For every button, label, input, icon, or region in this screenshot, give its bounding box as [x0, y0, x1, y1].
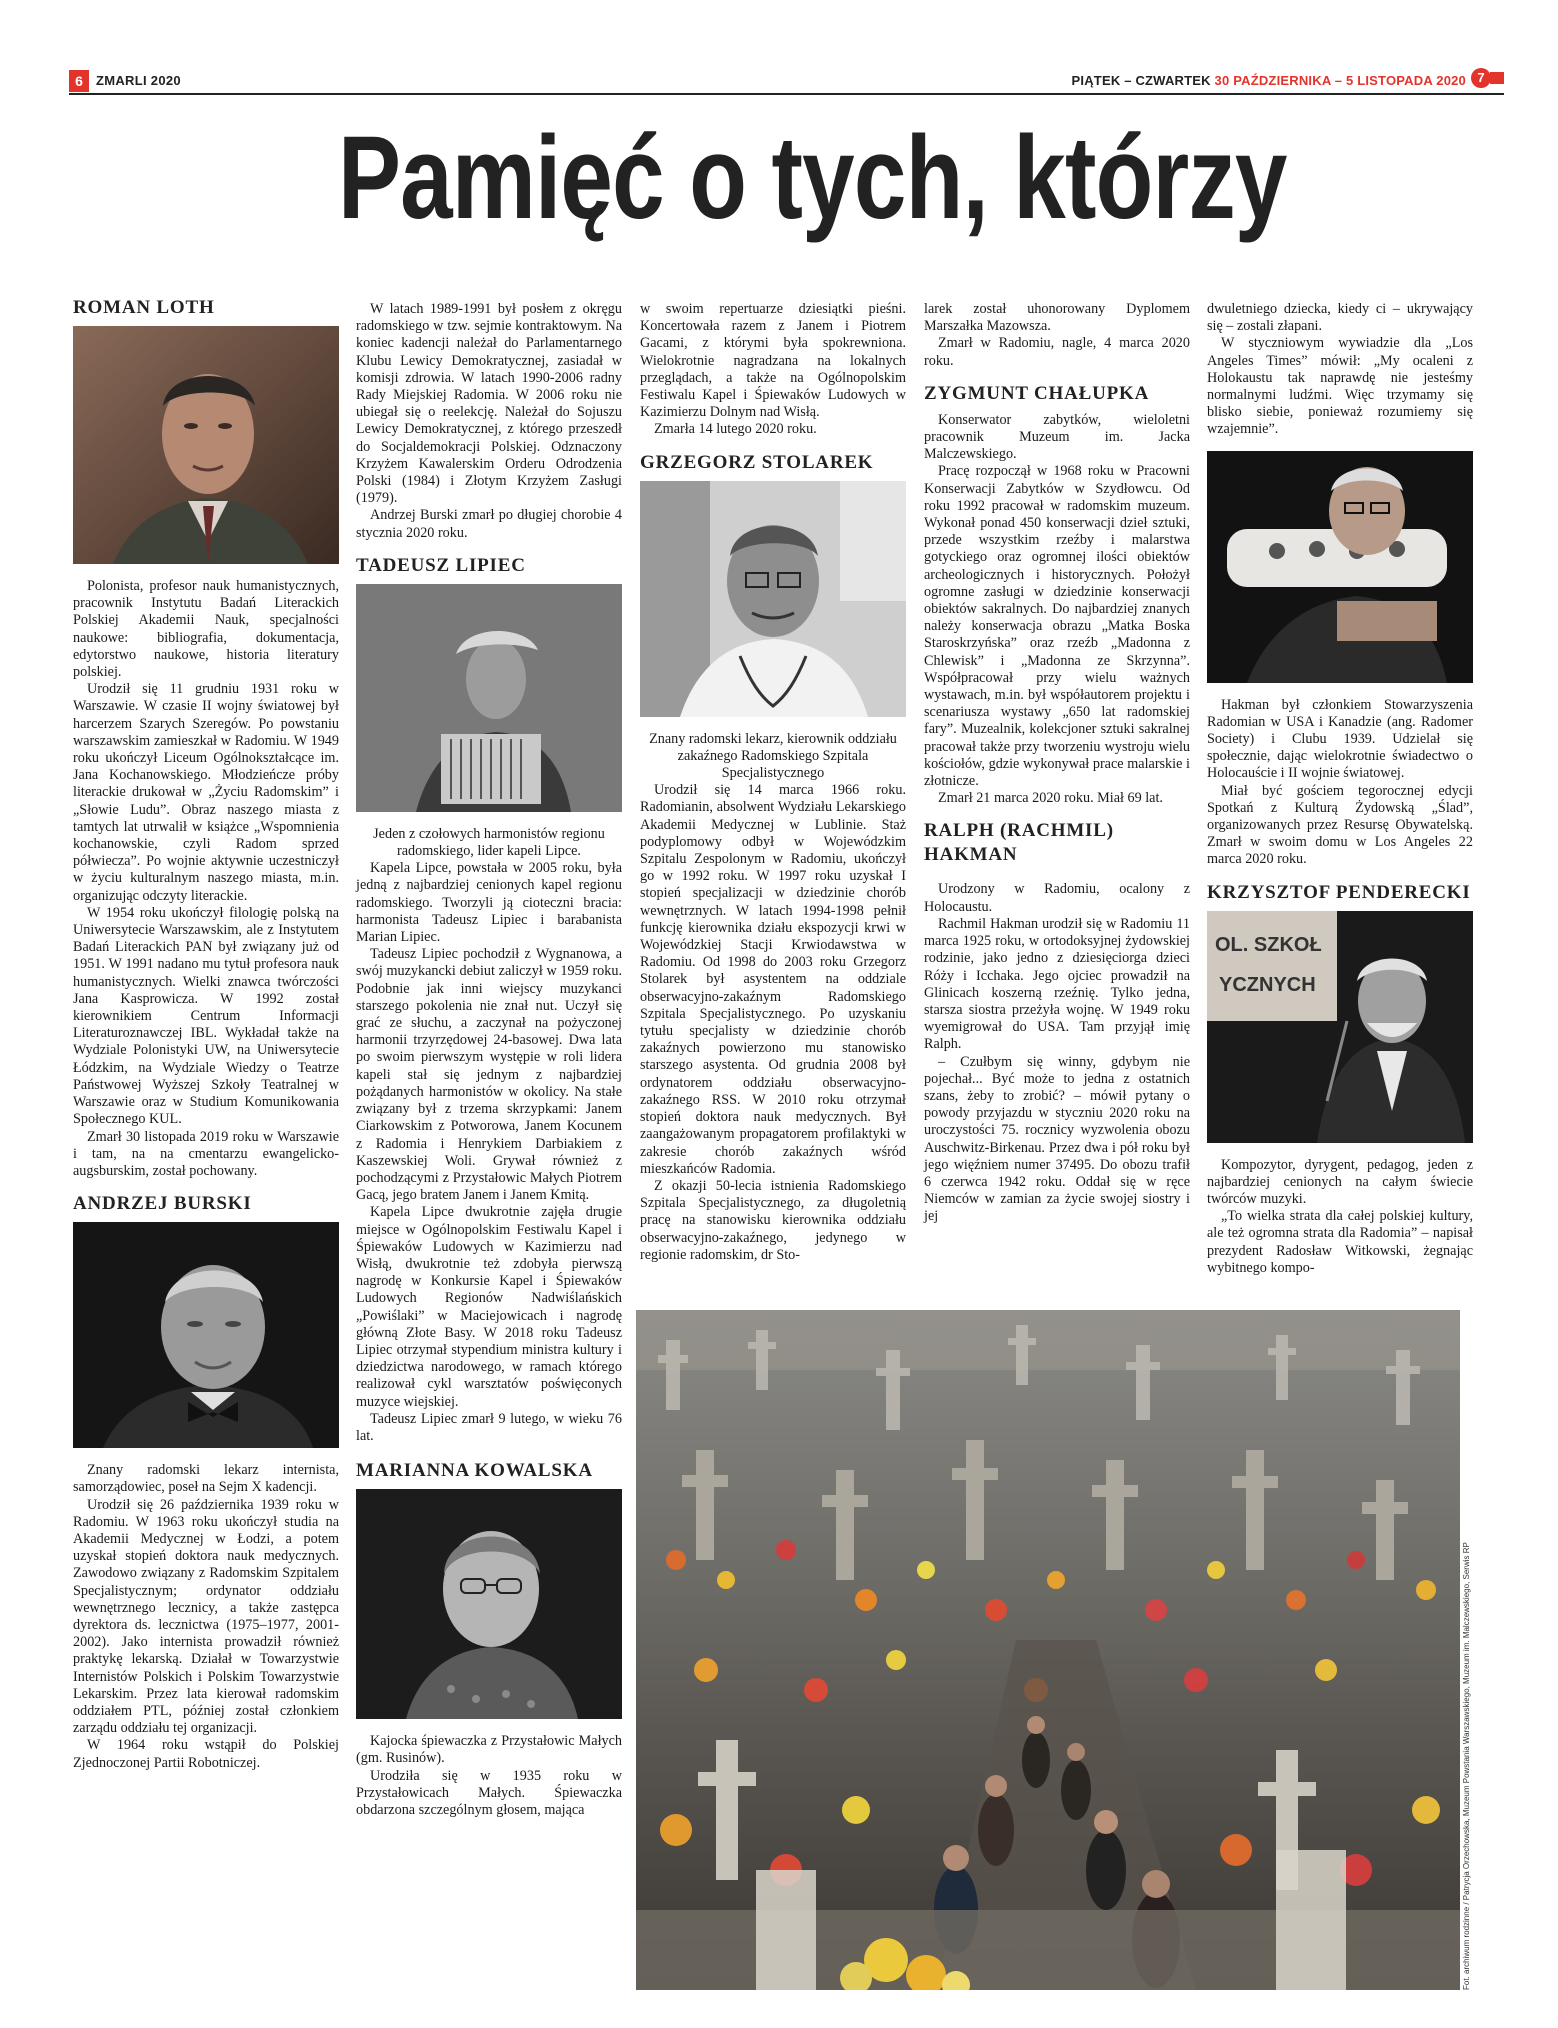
newspaper-logo: 7 [1471, 68, 1491, 88]
heading-grzegorz-stolarek: GRZEGORZ STOLAREK [640, 451, 874, 473]
penderecki-paragraph-1: Kompozytor, dyrygent, pedagog, jeden z najbardziej cenionych na całym świecie twórców muzyki. [1207, 1156, 1473, 1208]
heading-krzysztof-penderecki: KRZYSZTOF PENDERECKI [1207, 881, 1471, 903]
kowalska-paragraph-4: Zmarła 14 lutego 2020 roku. [654, 421, 817, 438]
page-headline: Pamięć o tych, którzy [338, 112, 1287, 244]
burski-paragraph-3: W 1964 roku wstąpił do Polskiej Zjednoczonej Partii Robotniczej. [73, 1737, 339, 1771]
burski-paragraph-2: Urodził się 26 października 1939 roku w Radomiu. W 1963 roku ukończył studia na Akademii Medycznej w Łodzi, a potem uzyskał stopień doktora nauk medycznych. Zawodowo związany z Radomskim Szpitalem Specjalistycznym; ordynator oddziału wewnętrznego lecznicy, a także zastępca dyrektora ds. lecznictwa (1975–1977, 2001-2002). Jako internista prowadził również praktykę lekarską. Działał w Towarzystwie Internistów Polskich i Polskim Towarzystwie Lekarskim. Przez lata kierował radomskim oddziałem PTL, później został członkiem zarządu oddziału tej organizacji. [73, 1496, 339, 1737]
stolarek-paragraph-3: Z okazji 50-lecia istnienia Radomskiego Szpitala Specjalistycznego, za długoletnią pracę na stanowisku kierownika oddziału obserwacyjno-zakaźnego, jedynego w regionie radomskim, dr Sto- [640, 1177, 906, 1263]
hakman-paragraph-2: Rachmil Hakman urodził się w Radomiu 11 marca 1925 roku, w ortodoksyjnej żydowskiej rodzinie, jako jedno z dziesięciorga dzieci Róży i Icchaka. Jego ojciec prowadził na Glinicach koszerną rzeźnię. Tylko jedna, starsza siostra przeżyła wojnę. W 1949 roku wyemigrował do USA. Tam przyjął imię Ralph. [924, 915, 1190, 1053]
stolarek-paragraph-5: Zmarł w Radomiu, nagle, 4 marca 2020 roku. [924, 335, 1190, 369]
column-2 [356, 301, 622, 1819]
photo-grzegorz-stolarek [640, 481, 906, 717]
heading-marianna-kowalska: MARIANNA KOWALSKA [356, 1460, 593, 1482]
lipiec-lead: Jeden z czołowych harmonistów regionu radomskiego, lider kapeli Lipce. [373, 825, 605, 860]
hakman-paragraph-5: W styczniowym wywiadzie dla „Los Angeles Times” mówił: „My ocaleni z Holokaustu tak naprawdę nie jesteśmy normalnymi ludźmi. Więc trzymamy się blisko siebie, ponieważ rozumiemy się wzajemnie”. [1207, 335, 1473, 438]
loth-paragraph-2: Urodził się 11 grudniu 1931 roku w Warszawie. W czasie II wojny światowej był harcerzem Szarych Szeregów. Po powstaniu warszawskim zamieszkał w Radomiu. W 1949 roku ukończył Liceum Ogólnokształcące im. Jana Kochanowskiego. Młodzieńcze próby literackie drukował w „Życiu Radomskim” i „Słowie Ludu”. Obraz naszego miasta z tamtych lat utrwalił w książce „Wspomnienia kochanowskie, czyli Radom sprzed półwiecza”. Po wojnie aktywnie uczestniczył w życiu kulturalnym naszego miasta, m.in. organizując odczyty literackie. [73, 681, 339, 904]
burski-paragraph-4: W latach 1989-1991 był posłem z okręgu radomskiego w tzw. sejmie kontraktowym. Na koniec kadencji należał do Parlamentarnego Klubu Lewicy Demokratycznej, zasiadał w komisji zdrowia. W latach 1990-2006 radny Rady Miejskiej Radomia. W 2006 roku nie ubiegał się o reelekcję. Należał do Sojuszu Lewicy Demokratycznej, z którego przeszedł do Socjaldemokracji Polskiej. Odznaczony Krzyżem Kawalerskim Orderu Odrodzenia Polski (1984) i Złotym Krzyżem Zasługi (1979). [356, 301, 622, 507]
chalupka-paragraph-1: Konserwator zabytków, wieloletni pracownik Muzeum im. Jacka Malczewskiego. [924, 411, 1190, 463]
heading-tadeusz-lipiec: TADEUSZ LIPIEC [356, 554, 526, 576]
banner-text-1: OL. SZKOŁ [1215, 933, 1322, 956]
lipiec-paragraph-5: Tadeusz Lipiec zmarł 9 lutego, w wieku 76 lat. [356, 1410, 622, 1444]
section-label: ZMARLI 2020 [96, 73, 181, 88]
stolarek-paragraph-2: Urodził się 14 marca 1966 roku. Radomianin, absolwent Wydziału Lekarskiego Akademii Medycznej w Lublinie. Staż podyplomowy odbył w Wojewódzkim Szpitalu Zespolonym w Radomiu, ukończył go w 1992 roku. W 1997 roku uzyskał I stopień specjalizacji w dziedzinie chorób wewnętrznych. W latach 1994-1998 pełnił funkcję kierownika działu ekspozycji krwi w Wojewódzkiej Stacji Krwiodawstwa w Radomiu. Od 1998 do 2003 roku Grzegorz Stolarek był asystentem na oddziale obserwacyjno-zakaźnym Radomskiego Szpitala Specjalistycznego. Po uzyskaniu tytułu specjalisty w dziedzinie chorób zakaźnych powierzono mu stanowisko starszego asystenta. Od grudnia 2008 był ordynatorem oddziału obserwacyjno-zakaźnego RSS. W 2010 roku otrzymał stopień doktora nauk medycznych. Był zaangażowanym propagatorem profilaktyki w zakresie chorób zakaźnych wśród mieszkańców Radomia. [640, 782, 906, 1177]
heading-roman-loth: ROMAN LOTH [73, 297, 215, 318]
header-rule [69, 93, 1504, 95]
column-5 [1207, 301, 1473, 1277]
kowalska-paragraph-3: w swoim repertuarze dziesiątki pieśni. Koncertowała razem z Janem i Piotrem Gacami, z którymi była spokrewniona. Wielokrotnie nagradzana na lokalnych przeglądach, a także na Ogólnopolskim Festiwalu Kapel i Śpiewaków Ludowych w Kazimierzu Dolnym nad Wisłą. [640, 301, 906, 421]
column-3 [640, 301, 906, 1264]
lipiec-paragraph-4: Kapela Lipce dwukrotnie zajęła drugie miejsce w Ogólnopolskim Festiwalu Kapel i Śpiewaków Ludowych w Kazimierzu nad Wisłą, dwukrotnie też zdobyła pierwszą nagrodę w Konkursie Kapel i Śpiewaków Ludowych Regionów Nadwiślańskich „Powiślaki” w Maciejowicach i nagrodę główną Złote Basy. W 2018 roku Tadeusz Lipiec otrzymał stypendium ministra kultury i dziedzictwa narodowego, w ramach którego realizował cykl warsztatów poświęconych muzyce wiejskiej. [356, 1204, 622, 1410]
loth-paragraph-1: Polonista, profesor nauk humanistycznych, pracownik Instytutu Badań Literackich Polskiej Akademii Nauk, specjalności naukowe: bibliografia, dokumentacja, edytorstwo naukowe, historia literatury polskiej. [73, 578, 339, 681]
stolarek-lead: Znany radomski lekarz, kierownik oddziału zakaźnego Radomskiego Szpitala Specjalistycznego [649, 730, 897, 782]
photo-ralph-hakman [1207, 451, 1473, 683]
kowalska-paragraph-2: Urodziła się w 1935 roku w Przystałowicach Małych. Śpiewaczka obdarzona szczególnym głosem, mająca [356, 1767, 622, 1818]
stolarek-paragraph-4: larek został uhonorowany Dyplomem Marszałka Mazowsza. [924, 301, 1190, 335]
penderecki-paragraph-2: „To wielka strata dla całej polskiej kultury, ale też ogromna strata dla Radomia” – napisał prezydent Radosław Witkowski, żegnając wybitnego kompo- [1207, 1208, 1473, 1276]
column-1 [73, 296, 339, 1772]
column-4 [924, 301, 1190, 1226]
page-number: 6 [69, 70, 89, 92]
heading-ralph-hakman: RALPH (RACHMIL) HAKMAN [924, 820, 1114, 866]
photo-krzysztof-penderecki [1207, 911, 1473, 1143]
issue-date-prefix: PIĄTEK – CZWARTEK [1071, 73, 1215, 88]
heading-zygmunt-chalupka: ZYGMUNT CHAŁUPKA [924, 382, 1150, 404]
lipiec-paragraph-2: Kapela Lipce, powstała w 2005 roku, była jedną z najbardziej cenionych kapel regionu radomskiego. Tworzyli ją cioteczni bracia: harmonista Tadeusz Lipiec i barabanista Marian Lipiec. [356, 860, 622, 946]
hakman-paragraph-1: Urodzony w Radomiu, ocalony z Holocaustu. [924, 881, 1190, 915]
burski-paragraph-5: Andrzej Burski zmarł po długiej chorobie 4 stycznia 2020 roku. [356, 507, 622, 541]
photo-andrzej-burski [73, 1222, 339, 1448]
banner-text-2: YCZNYCH [1219, 973, 1316, 996]
cemetery-photo [636, 1310, 1460, 1990]
loth-paragraph-4: Zmarł 30 listopada 2019 roku w Warszawie i tam, na na cmentarzu ewangelicko-augsburskim, został pochowany. [73, 1128, 339, 1179]
logo-tag [1490, 72, 1504, 84]
loth-paragraph-3: W 1954 roku ukończył filologię polską na Uniwersytecie Warszawskim, ale z Instytutem Badań Literackich PAN był związany już od 1951. W 1991 nadano mu tytuł profesora nauk humanistycznych. Wielki znawca twórczości Jana Kasprowicza. W 1992 został kierownikiem Centrum Informacji Literaturoznawczej IBL. Wykładał także na Wydziale Polonistyki UW, na Uniwersytecie Łódzkim, na Wydziale Wiedzy o Teatrze Państwowej Wyższej Szkoły Teatralnej w Warszawie oraz w Studium Komunikowania Społecznego KUL. [73, 904, 339, 1128]
kowalska-paragraph-1: Kajocka śpiewaczka z Przystałowic Małych (gm. Rusinów). [356, 1733, 622, 1767]
photo-credit: Fot. archiwum rodzinne / Patrycja Orzechowska, Muzeum Powstania Warszawskiego, Muzeum im. Malczewskiego, Serwis RP [1462, 1542, 1471, 1990]
photo-tadeusz-lipiec [356, 584, 622, 812]
chalupka-paragraph-3: Zmarł 21 marca 2020 roku. Miał 69 lat. [938, 790, 1163, 807]
hakman-paragraph-6: Hakman był członkiem Stowarzyszenia Radomian w USA i Kanadzie (ang. Radomer Society) i Clubu 1939. Udzielał się społecznie, dając wielokrotnie świadectwo o Holocauście i II wojnie światowej. [1207, 696, 1473, 782]
heading-andrzej-burski: ANDRZEJ BURSKI [73, 1193, 252, 1215]
hakman-paragraph-4: dwuletniego dziecka, kiedy ci – ukrywający się – zostali złapani. [1207, 301, 1473, 335]
photo-marianna-kowalska [356, 1489, 622, 1719]
issue-date-range: 30 PAŹDZIERNIKA – 5 LISTOPADA 2020 [1214, 73, 1466, 88]
hakman-paragraph-7: Miał być gościem tegorocznej edycji Spotkań z Kulturą Żydowską „Ślad”, organizowanych przez Resursę Obywatelską. Zmarł w swoim domu w Los Angeles 22 marca 2020 roku. [1207, 782, 1473, 868]
photo-roman-loth [73, 326, 339, 564]
hakman-paragraph-3: – Czułbym się winny, gdybym nie pojechał... Być może to jedna z ostatnich szans, żeby to zrobić? – mówił pytany o powody przyjazdu w styczniu 2020 roku na uroczystości 75. rocznicy wyzwolenia obozu Auschwitz-Birkenau. Przez dwa i pół roku był jego więźniem numer 37495. Do obozu trafił 6 czerwca 1942 roku. Oddał się w ręce Niemców w zamian za życie swojej siostry i jej [924, 1053, 1190, 1225]
chalupka-paragraph-2: Pracę rozpoczął w 1968 roku w Pracowni Konserwacji Zabytków w Szydłowcu. Od roku 1992 pracował w radomskim muzeum. Wykonał ponad 450 konserwacji dzieł sztuki, przede wszystkim rzeźby i malarstwa gotyckiego oraz ogromnej ilości obiektów archeologicznych i historycznych. Położył ogromne zasługi w dziedzinie konserwacji obiektów sakralnych. Do najbardziej znanych należy konserwacja obrazu „Matka Boska Staroskrzyńska” oraz rzeźb „Madonna z Chlewisk” i „Madonna ze Skrzynna”. Współpracował przy wielu ważnych wystawach, m.in. był współautorem projektu i scenariusza wystawy „650 lat radomskiej fary”. Muzealnik, kolekcjoner sztuki sakralnej pracował także przy tworzeniu wystroju wielu kościołów, gdzie wykonywał prace malarskie i złotnicze. [924, 463, 1190, 790]
burski-paragraph-1: Znany radomski lekarz internista, samorządowiec, poseł na Sejm X kadencji. [73, 1462, 339, 1496]
lipiec-paragraph-3: Tadeusz Lipiec pochodził z Wygnanowa, a swój muzykancki debiut zaliczył w 1959 roku. Podobnie jak inni wiejscy muzykanci starszego pokolenia nie znał nut. Uczył się grać ze słuchu, a zaczynał na pożyczonej harmonii trzyrzędowej 24-basowej. Dwa lata po swoim pierwszym występie w roli lidera kapeli stał się jednym z najbardziej pożądanych harmonistów w okolicy. Na stałe związany był z trzema skrzypkami: Janem Ciarkowskim z Potworowa, Janem Kocunem z Radomia i Henrykiem Darbiakiem z Kaszewskiej Woli. Grywał również z pochodzącymi z Przystałowic Małych Piotrem Gacą, jego bratem Janem i Janem Kmitą. [356, 946, 622, 1204]
issue-date [1072, 73, 1466, 88]
